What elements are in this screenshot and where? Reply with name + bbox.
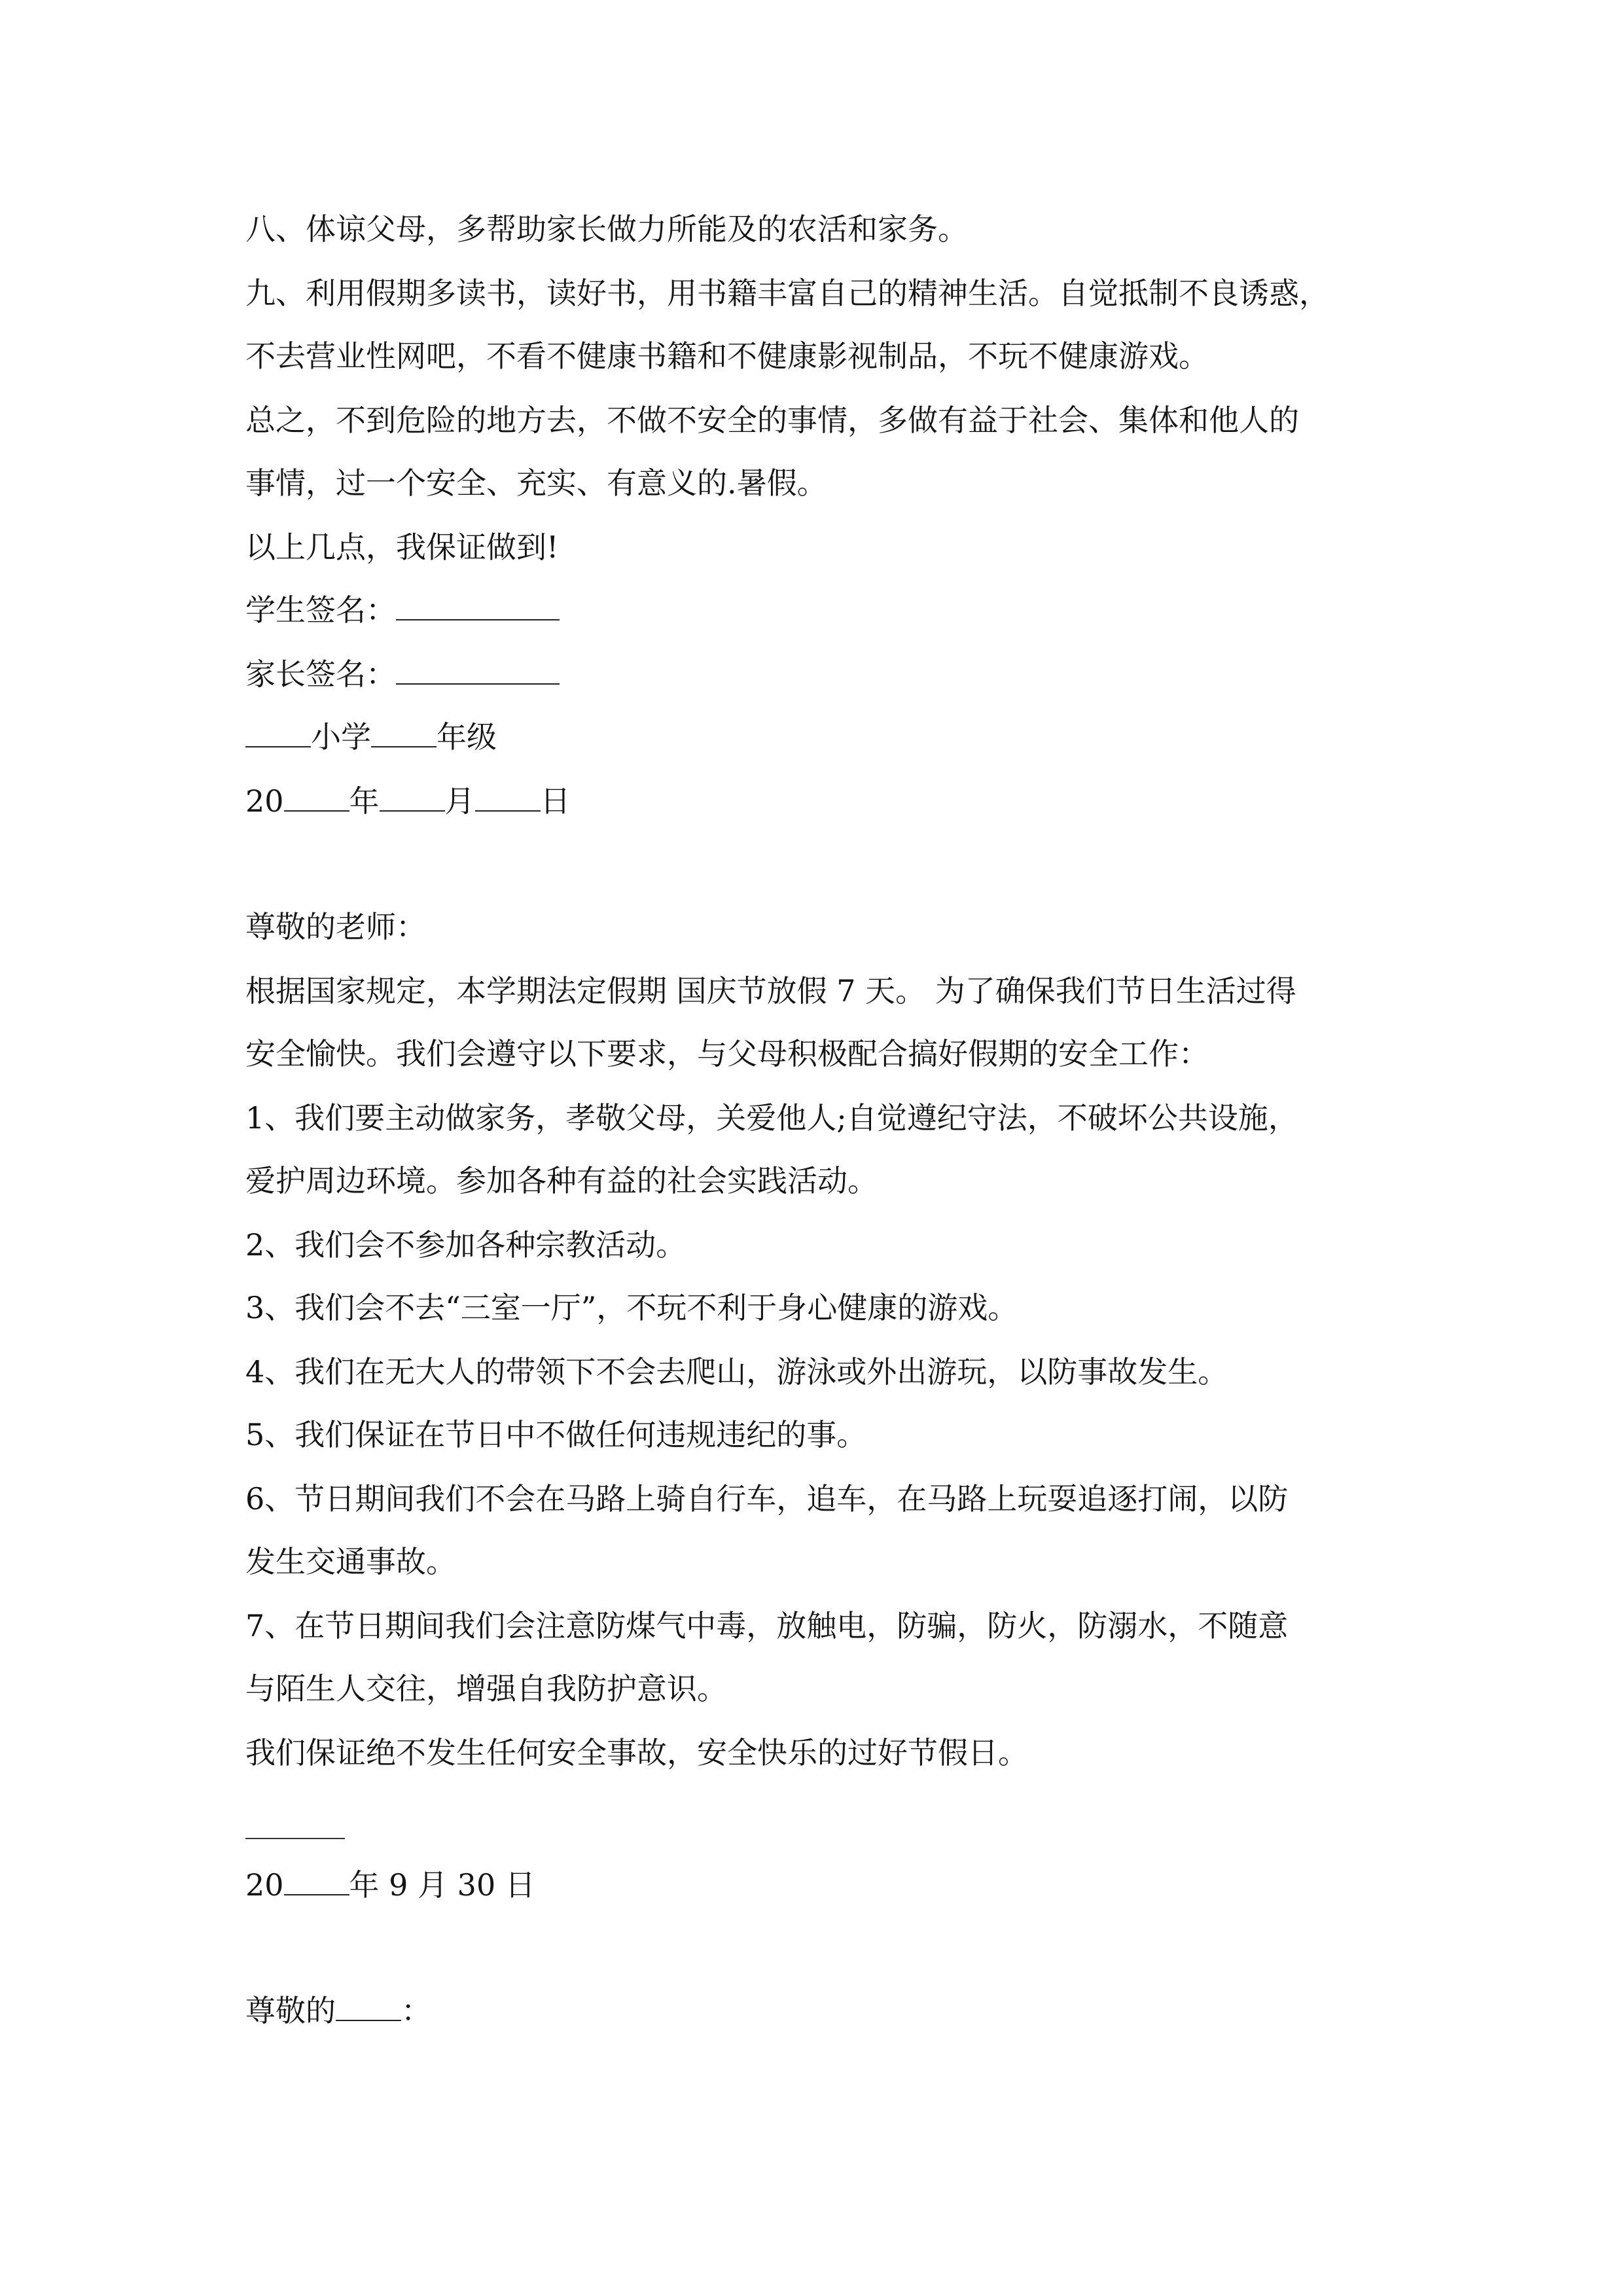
letter3-greeting-row (245, 1991, 431, 2030)
promise-text: 以上几点，我保证做到! (245, 529, 559, 565)
student-signature-row (245, 590, 560, 630)
letter2-intro-line1: 根据国家规定，本学期法定假期 国庆节放假 7 天。 为了确保我们节日生活过得 (245, 973, 1296, 1009)
month-blank (380, 810, 445, 812)
date-prefix: 20 (245, 783, 284, 819)
date-row (245, 781, 571, 821)
month-label: 月 (444, 783, 475, 819)
student-signature-label: 学生签名： (245, 592, 396, 628)
letter2-item5: 5、我们保证在节日中不做任何违规违纪的事。 (245, 1417, 867, 1452)
pledge-item-9-line1: 九、利用假期多读书，读好书，用书籍丰富自己的精神生活。自觉抵制不良诱惑， (245, 276, 1329, 311)
school-grade-row (245, 717, 497, 757)
letter2-item6-line2: 发生交通事故。 (245, 1544, 456, 1579)
summary-line2: 事情，过一个安全、充实、有意义的.暑假。 (245, 465, 827, 501)
letter2-item4: 4、我们在无大人的带领下不会去爬山，游泳或外出游玩，以防事故发生。 (245, 1354, 1228, 1390)
letter2-date-prefix: 20 (245, 1867, 284, 1903)
pledge-item-8: 八、体谅父母，多帮助家长做力所能及的农活和家务。 (245, 211, 968, 247)
day-blank (475, 810, 541, 812)
letter2-item6-line1: 6、节日期间我们不会在马路上骑自行车，追车，在马路上玩耍追逐打闹，以防 (245, 1481, 1289, 1516)
letter3-greeting-suffix: ： (401, 1993, 431, 2028)
grade-blank (371, 746, 437, 747)
letter2-year-blank (284, 1894, 349, 1895)
letter2-item1-line2: 爱护周边环境。参加各种有益的社会实践活动。 (245, 1163, 878, 1198)
school-label: 小学 (311, 719, 371, 755)
letter2-date-row (245, 1865, 535, 1905)
year-blank (284, 810, 349, 812)
letter2-closing: 我们保证绝不发生任何安全事故，安全快乐的过好节假日。 (245, 1735, 1028, 1770)
pledge-item-9-line2: 不去营业性网吧，不看不健康书籍和不健康影视制品，不玩不健康游戏。 (245, 338, 1209, 374)
parent-signature-row (245, 655, 560, 694)
letter2-item2: 2、我们会不参加各种宗教活动。 (245, 1227, 687, 1263)
summary-line1: 总之，不到危险的地方去，不做不安全的事情，多做有益于社会、集体和他人的 (245, 403, 1299, 438)
letter2-date-suffix: 年 9 月 30 日 (349, 1867, 535, 1903)
letter2-item1-line1: 1、我们要主动做家务，孝敬父母，关爱他人;自觉遵纪守法，不破坏公共设施， (245, 1100, 1298, 1136)
letter2-greeting: 尊敬的老师： (245, 909, 426, 944)
day-label: 日 (540, 783, 571, 819)
school-blank (245, 746, 311, 747)
letter2-item7-line1: 7、在节日期间我们会注意防煤气中毒，放触电，防骗，防火，防溺水，不随意 (245, 1608, 1289, 1643)
letter2-intro-line2: 安全愉快。我们会遵守以下要求，与父母积极配合搞好假期的安全工作： (245, 1036, 1209, 1071)
letter3-greeting-prefix: 尊敬的 (245, 1993, 336, 2028)
grade-label: 年级 (437, 719, 497, 755)
year-label: 年 (349, 783, 380, 819)
letter2-item7-line2: 与陌生人交往，增强自我防护意识。 (245, 1671, 727, 1706)
letter3-recipient-blank (336, 2020, 401, 2021)
parent-signature-label: 家长签名： (245, 656, 396, 692)
letter2-item3: 3、我们会不去“三室一厅”，不玩不利于身心健康的游戏。 (245, 1290, 1018, 1325)
student-signature-blank (396, 619, 560, 620)
letter2-signature-line (245, 1838, 345, 1839)
parent-signature-blank (396, 683, 560, 685)
